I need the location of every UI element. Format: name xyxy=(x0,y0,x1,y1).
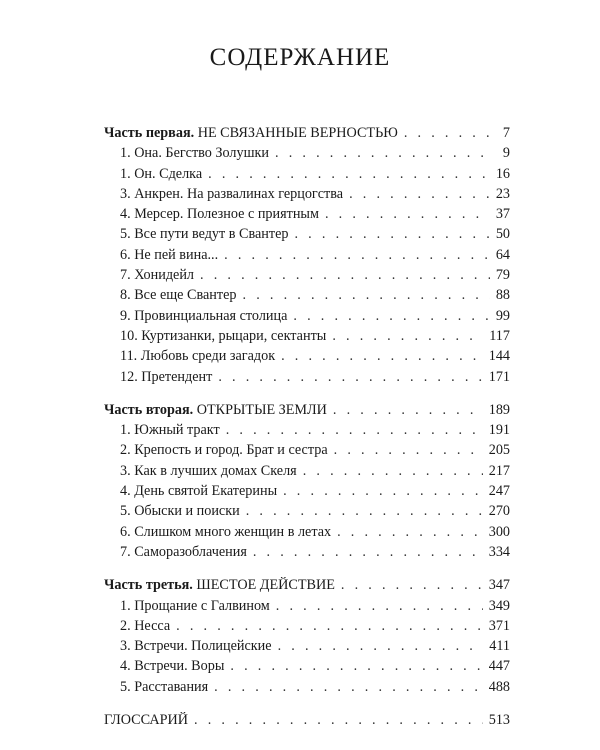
dot-leader xyxy=(208,166,490,183)
page-number: 144 xyxy=(488,348,510,365)
dot-leader xyxy=(404,125,494,142)
dot-leader xyxy=(246,503,483,520)
dot-leader xyxy=(276,598,483,615)
page-number: 411 xyxy=(489,638,510,655)
page-number: 64 xyxy=(495,246,510,263)
page-number: 50 xyxy=(495,226,510,243)
toc-part-3[interactable] xyxy=(104,577,510,597)
chapter-title: 1. Она. Бегство Золушки xyxy=(120,145,270,162)
toc-entry[interactable] xyxy=(104,186,510,206)
toc-entry[interactable] xyxy=(104,166,510,186)
toc-entry[interactable] xyxy=(104,524,510,544)
page-number: 99 xyxy=(495,307,510,324)
page-number: 334 xyxy=(488,543,510,560)
part-name: ШЕСТОЕ ДЕЙСТВИЕ xyxy=(196,577,335,594)
page-number: 270 xyxy=(488,503,510,520)
chapter-title: 9. Провинциальная столица xyxy=(120,307,288,324)
dot-leader xyxy=(303,463,483,480)
chapter-title: 3. Встречи. Полицейские xyxy=(120,638,272,655)
chapter-title: 7. Саморазоблачения xyxy=(120,543,247,560)
dot-leader xyxy=(349,186,490,203)
toc-entry[interactable] xyxy=(104,618,510,638)
part-label: Часть вторая. xyxy=(104,401,194,418)
toc-entry[interactable] xyxy=(104,503,510,523)
chapter-title: 11. Любовь среди загадок xyxy=(120,348,276,365)
part-name: ОТКРЫТЫЕ ЗЕМЛИ xyxy=(196,401,327,418)
dot-leader xyxy=(230,658,482,675)
toc-entry[interactable] xyxy=(104,206,510,226)
page-number: 171 xyxy=(488,368,510,385)
chapter-title: 10. Куртизанки, рыцари, сектанты xyxy=(120,327,327,344)
chapter-title: 2. Крепость и город. Брат и сестра xyxy=(120,442,328,459)
chapter-title: 5. Обыски и поиски xyxy=(120,503,240,520)
page-number: 117 xyxy=(489,327,510,344)
page-number: 247 xyxy=(488,483,510,500)
dot-leader xyxy=(283,483,483,500)
page-number: 189 xyxy=(488,401,510,418)
page-number: 16 xyxy=(495,165,510,182)
page-number: 300 xyxy=(488,523,510,540)
chapter-title: 6. Слишком много женщин в летах xyxy=(120,523,332,540)
section-spacer xyxy=(104,564,510,577)
dot-leader xyxy=(176,618,483,635)
toc-entry[interactable] xyxy=(104,267,510,287)
page-number: 23 xyxy=(495,185,510,202)
chapter-title: 5. Все пути ведут в Свантер xyxy=(120,226,289,243)
chapter-title: 1. Он. Сделка xyxy=(120,165,203,182)
dot-leader xyxy=(333,402,483,419)
toc-entry[interactable] xyxy=(104,598,510,618)
toc-entry[interactable] xyxy=(104,348,510,368)
section-spacer xyxy=(104,389,510,402)
page-number: 88 xyxy=(495,287,510,304)
dot-leader xyxy=(281,348,483,365)
chapter-title: 3. Анкрен. На развалинах герцогства xyxy=(120,185,344,202)
page-number: 79 xyxy=(495,267,510,284)
toc-glossary[interactable] xyxy=(104,712,510,732)
page-number: 347 xyxy=(488,577,510,594)
dot-leader xyxy=(294,226,489,243)
toc-entry[interactable] xyxy=(104,308,510,328)
chapter-title: 12. Претендент xyxy=(120,368,213,385)
chapter-title: 4. Мерсер. Полезное с приятным xyxy=(120,206,319,223)
page-number: 205 xyxy=(488,442,510,459)
part-name: НЕ СВЯЗАННЫЕ ВЕРНОСТЬЮ xyxy=(197,125,398,141)
section-spacer xyxy=(104,699,510,712)
toc-entry[interactable] xyxy=(104,544,510,564)
toc-entry[interactable] xyxy=(104,247,510,267)
page-number: 217 xyxy=(488,462,510,479)
page-number: 371 xyxy=(488,617,510,634)
chapter-title: 8. Все еще Свантер xyxy=(120,287,237,304)
chapter-title: 5. Расставания xyxy=(120,678,209,695)
chapter-title: 4. День святой Екатерины xyxy=(120,483,278,500)
dot-leader xyxy=(293,308,489,325)
chapter-title: 4. Встречи. Воры xyxy=(120,658,225,675)
toc-entry[interactable] xyxy=(104,422,510,442)
page-number: 7 xyxy=(502,125,510,141)
dot-leader xyxy=(218,369,482,386)
page-number: 37 xyxy=(495,206,510,223)
page-number: 513 xyxy=(488,712,510,729)
dot-leader xyxy=(334,442,483,459)
toc-part-1[interactable] xyxy=(104,125,510,145)
page-number: 447 xyxy=(488,658,510,675)
toc-entry[interactable] xyxy=(104,483,510,503)
page-number: 191 xyxy=(488,422,510,439)
dot-leader xyxy=(325,206,490,223)
toc-entry[interactable] xyxy=(104,679,510,699)
glossary-title: ГЛОССАРИЙ xyxy=(104,712,189,729)
chapter-title: 3. Как в лучших домах Скеля xyxy=(120,462,297,479)
toc-entry[interactable] xyxy=(104,226,510,246)
dot-leader xyxy=(332,328,483,345)
chapter-title: 7. Хонидейл xyxy=(120,267,195,284)
page-number: 349 xyxy=(488,597,510,614)
toc-entry[interactable] xyxy=(104,369,510,389)
dot-leader xyxy=(243,287,490,304)
toc-entry[interactable] xyxy=(104,145,510,165)
toc-part-2[interactable] xyxy=(104,402,510,422)
dot-leader xyxy=(200,267,490,284)
part-label: Часть третья. xyxy=(104,577,193,594)
chapter-title: 1. Южный тракт xyxy=(120,422,220,439)
toc-entry[interactable] xyxy=(104,328,510,348)
dot-leader xyxy=(337,524,483,541)
toc-entry[interactable] xyxy=(104,658,510,678)
toc-entry[interactable] xyxy=(104,442,510,462)
table-of-contents xyxy=(104,125,510,732)
dot-leader xyxy=(226,422,483,439)
page-number: 9 xyxy=(502,145,510,162)
dot-leader xyxy=(275,145,494,162)
chapter-title: 6. Не пей вина... xyxy=(120,246,219,263)
page-title: СОДЕРЖАНИЕ xyxy=(209,44,391,71)
toc-entry[interactable] xyxy=(104,287,510,307)
toc-entry[interactable] xyxy=(104,463,510,483)
part-label: Часть первая. xyxy=(104,125,195,141)
dot-leader xyxy=(194,712,483,729)
page-number: 488 xyxy=(488,678,510,695)
dot-leader xyxy=(224,247,490,264)
dot-leader xyxy=(278,638,484,655)
chapter-title: 2. Несса xyxy=(120,617,171,634)
dot-leader xyxy=(341,577,483,594)
dot-leader xyxy=(214,679,483,696)
chapter-title: 1. Прощание с Галвином xyxy=(120,597,270,614)
dot-leader xyxy=(253,544,483,561)
toc-entry[interactable] xyxy=(104,638,510,658)
